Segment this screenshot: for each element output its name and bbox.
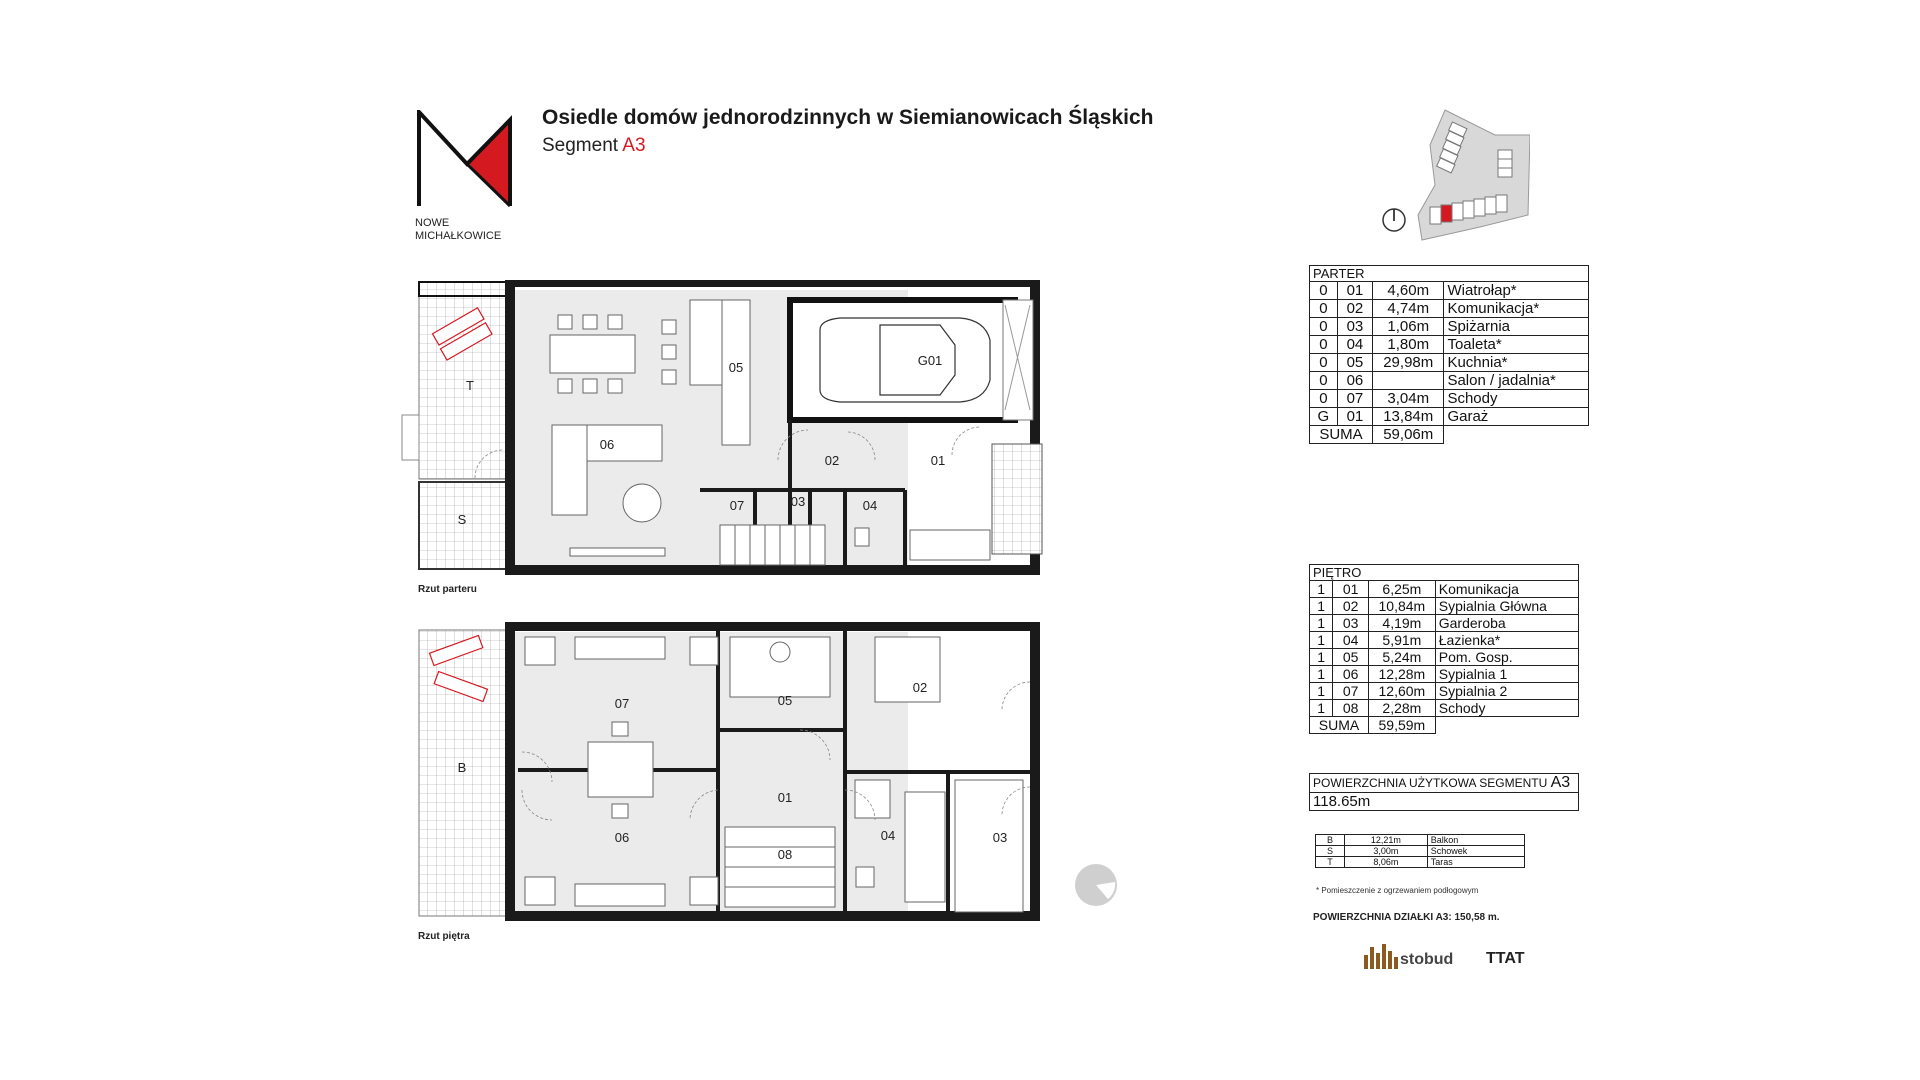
- upper-table-row: [1310, 632, 1579, 649]
- label-ground-07: 07: [729, 498, 745, 513]
- developer-name: stobud: [1400, 951, 1454, 968]
- usable-area-value: 118.65m: [1310, 793, 1579, 811]
- cell-area: 4,60m: [1373, 282, 1444, 300]
- cell-room-number: 03: [1333, 615, 1369, 632]
- cell-area: [1373, 372, 1444, 390]
- cell-area: 13,84m: [1373, 408, 1444, 426]
- outdoor-table-row: [1316, 857, 1525, 868]
- page-title: Osiedle domów jednorodzinnych w Siemianowicach Śląskich: [542, 106, 1154, 129]
- label-ground-01: 01: [930, 453, 946, 468]
- ground-table-header: PARTER: [1310, 266, 1589, 282]
- cell-area: 4,19m: [1368, 615, 1435, 632]
- cell-room-name: Schody: [1444, 390, 1589, 408]
- cell-area: 4,74m: [1373, 300, 1444, 318]
- cell-room-name: Sypialnia 2: [1435, 683, 1578, 700]
- label-ground-05: 05: [728, 360, 744, 375]
- cell-floor: 0: [1310, 354, 1338, 372]
- cell-room-name: Łazienka*: [1435, 632, 1578, 649]
- cell-room-number: 03: [1337, 318, 1372, 336]
- plot-area: POWIERZCHNIA DZIAŁKI A3: 150,58 m.: [1313, 912, 1500, 923]
- cell-room-name: Kuchnia*: [1444, 354, 1589, 372]
- cell-area: 12,28m: [1368, 666, 1435, 683]
- cell-room-name: Spiżarnia: [1444, 318, 1589, 336]
- cell-room-number: 04: [1333, 632, 1369, 649]
- cell-room-number: 08: [1333, 700, 1369, 717]
- cell-name: Balkon: [1427, 835, 1524, 846]
- ground-table-row: [1310, 282, 1589, 300]
- cell-room-number: 02: [1333, 598, 1369, 615]
- logo-mark: [415, 110, 513, 210]
- cell-room-name: Salon / jadalnia*: [1444, 372, 1589, 390]
- cell-code: S: [1316, 846, 1345, 857]
- logo-wordmark: [415, 217, 501, 243]
- cell-room-name: Schody: [1435, 700, 1578, 717]
- upper-table-row: [1310, 700, 1579, 717]
- upper-table-row: [1310, 683, 1579, 700]
- cell-area: 12,21m: [1345, 835, 1428, 846]
- compass-icon: [1073, 862, 1119, 908]
- label-upper-07: 07: [614, 696, 630, 711]
- ground-floor-caption: Rzut parteru: [418, 584, 477, 595]
- segment-subtitle: [542, 135, 646, 157]
- cell-room-name: Garderoba: [1435, 615, 1578, 632]
- cell-floor: 1: [1310, 700, 1333, 717]
- ground-sum-label: SUMA: [1310, 426, 1373, 444]
- label-ground-04: 04: [862, 498, 878, 513]
- label-upper-06: 06: [614, 830, 630, 845]
- ground-floor-table: [1309, 265, 1589, 444]
- label-storage: S: [457, 512, 467, 527]
- cell-code: T: [1316, 857, 1345, 868]
- ground-table-row: [1310, 408, 1589, 426]
- cell-floor: 1: [1310, 649, 1333, 666]
- cell-floor: 1: [1310, 598, 1333, 615]
- usable-area-table: [1309, 773, 1579, 811]
- ground-table-row: [1310, 372, 1589, 390]
- cell-room-number: 07: [1333, 683, 1369, 700]
- segment-code: A3: [622, 135, 646, 156]
- upper-floor-caption: Rzut piętra: [418, 931, 470, 942]
- site-map: [1380, 105, 1530, 245]
- cell-floor: 0: [1310, 300, 1338, 318]
- ground-table-row: [1310, 336, 1589, 354]
- cell-floor: 1: [1310, 666, 1333, 683]
- cell-room-number: 06: [1333, 666, 1369, 683]
- cell-room-name: Sypialnia 1: [1435, 666, 1578, 683]
- ground-stairs: [720, 525, 825, 565]
- cell-room-number: 01: [1337, 408, 1372, 426]
- cell-area: 2,28m: [1368, 700, 1435, 717]
- ground-sum-value: 59,06m: [1373, 426, 1444, 444]
- ground-table-row: [1310, 318, 1589, 336]
- label-balcony: B: [457, 760, 467, 775]
- label-upper-08: 08: [777, 847, 793, 862]
- cell-floor: 0: [1310, 336, 1338, 354]
- upper-table-row: [1310, 615, 1579, 632]
- upper-table-row: [1310, 649, 1579, 666]
- city-skyline-icon: [1362, 943, 1400, 969]
- terrace-area: [419, 282, 507, 479]
- cell-floor: 0: [1310, 282, 1338, 300]
- upper-sum-label: SUMA: [1310, 717, 1369, 734]
- cell-room-name: Komunikacja*: [1444, 300, 1589, 318]
- outdoor-table-row: [1316, 846, 1525, 857]
- cell-room-name: Komunikacja: [1435, 581, 1578, 598]
- car-icon: [820, 318, 990, 402]
- cell-area: 12,60m: [1368, 683, 1435, 700]
- cell-floor: 1: [1310, 615, 1333, 632]
- cell-room-name: Wiatrołap*: [1444, 282, 1589, 300]
- cell-area: 29,98m: [1373, 354, 1444, 372]
- usable-area-label-text: POWIERZCHNIA UŻYTKOWA SEGMENTU: [1313, 776, 1548, 790]
- cell-code: B: [1316, 835, 1345, 846]
- upper-floor-table: [1309, 564, 1579, 734]
- cell-room-name: Toaleta*: [1444, 336, 1589, 354]
- cell-floor: 0: [1310, 318, 1338, 336]
- cell-floor: 0: [1310, 390, 1338, 408]
- upper-table-header: PIĘTRO: [1310, 565, 1579, 581]
- label-ground-06: 06: [599, 437, 615, 452]
- developer-logo: [1362, 943, 1453, 969]
- label-ground-03: 03: [790, 494, 806, 509]
- cell-room-number: 04: [1337, 336, 1372, 354]
- architect-name: TTAT: [1486, 950, 1525, 967]
- logo-line-1: NOWE: [415, 217, 450, 229]
- cell-area: 3,04m: [1373, 390, 1444, 408]
- cell-room-number: 05: [1337, 354, 1372, 372]
- usable-area-label: [1310, 774, 1579, 793]
- upper-table-row: [1310, 581, 1579, 598]
- cell-name: Taras: [1427, 857, 1524, 868]
- cell-room-number: 01: [1337, 282, 1372, 300]
- label-upper-04: 04: [880, 828, 896, 843]
- cell-room-number: 05: [1333, 649, 1369, 666]
- label-terrace: T: [466, 378, 474, 393]
- cell-room-name: Sypialnia Główna: [1435, 598, 1578, 615]
- cell-floor: 1: [1310, 581, 1333, 598]
- cell-name: Schowek: [1427, 846, 1524, 857]
- cell-floor: 1: [1310, 632, 1333, 649]
- cell-room-number: 01: [1333, 581, 1369, 598]
- ground-table-row: [1310, 354, 1589, 372]
- cell-area: 8,06m: [1345, 857, 1428, 868]
- upper-table-row: [1310, 598, 1579, 615]
- cell-room-name: Garaż: [1444, 408, 1589, 426]
- cell-area: 10,84m: [1368, 598, 1435, 615]
- cell-area: 6,25m: [1368, 581, 1435, 598]
- label-garage: G01: [917, 353, 943, 368]
- segment-prefix: Segment: [542, 135, 619, 156]
- cell-floor: 1: [1310, 683, 1333, 700]
- cell-area: 1,80m: [1373, 336, 1444, 354]
- upper-floor-plan: [400, 622, 1060, 922]
- upper-table-row: [1310, 666, 1579, 683]
- cell-room-name: Pom. Gosp.: [1435, 649, 1578, 666]
- cell-floor: G: [1310, 408, 1338, 426]
- logo-line-2: MICHAŁKOWICE: [415, 230, 502, 242]
- upper-sum-value: 59,59m: [1368, 717, 1435, 734]
- ground-table-row: [1310, 300, 1589, 318]
- cell-floor: 0: [1310, 372, 1338, 390]
- cell-area: 5,91m: [1368, 632, 1435, 649]
- usable-area-segment: A3: [1550, 774, 1571, 791]
- outdoor-table-row: [1316, 835, 1525, 846]
- cell-area: 5,24m: [1368, 649, 1435, 666]
- label-upper-02: 02: [912, 680, 928, 695]
- label-upper-01: 01: [777, 790, 793, 805]
- ground-floor-plan: [400, 280, 1060, 580]
- label-upper-03: 03: [992, 830, 1008, 845]
- cell-area: 3,00m: [1345, 846, 1428, 857]
- cell-area: 1,06m: [1373, 318, 1444, 336]
- label-upper-05: 05: [777, 693, 793, 708]
- footnote: * Pomieszczenie z ogrzewaniem podłogowym: [1316, 886, 1479, 895]
- outdoor-area-table: [1315, 834, 1525, 868]
- ground-table-row: [1310, 390, 1589, 408]
- cell-room-number: 07: [1337, 390, 1372, 408]
- cell-room-number: 02: [1337, 300, 1372, 318]
- label-ground-02: 02: [824, 453, 840, 468]
- cell-room-number: 06: [1337, 372, 1372, 390]
